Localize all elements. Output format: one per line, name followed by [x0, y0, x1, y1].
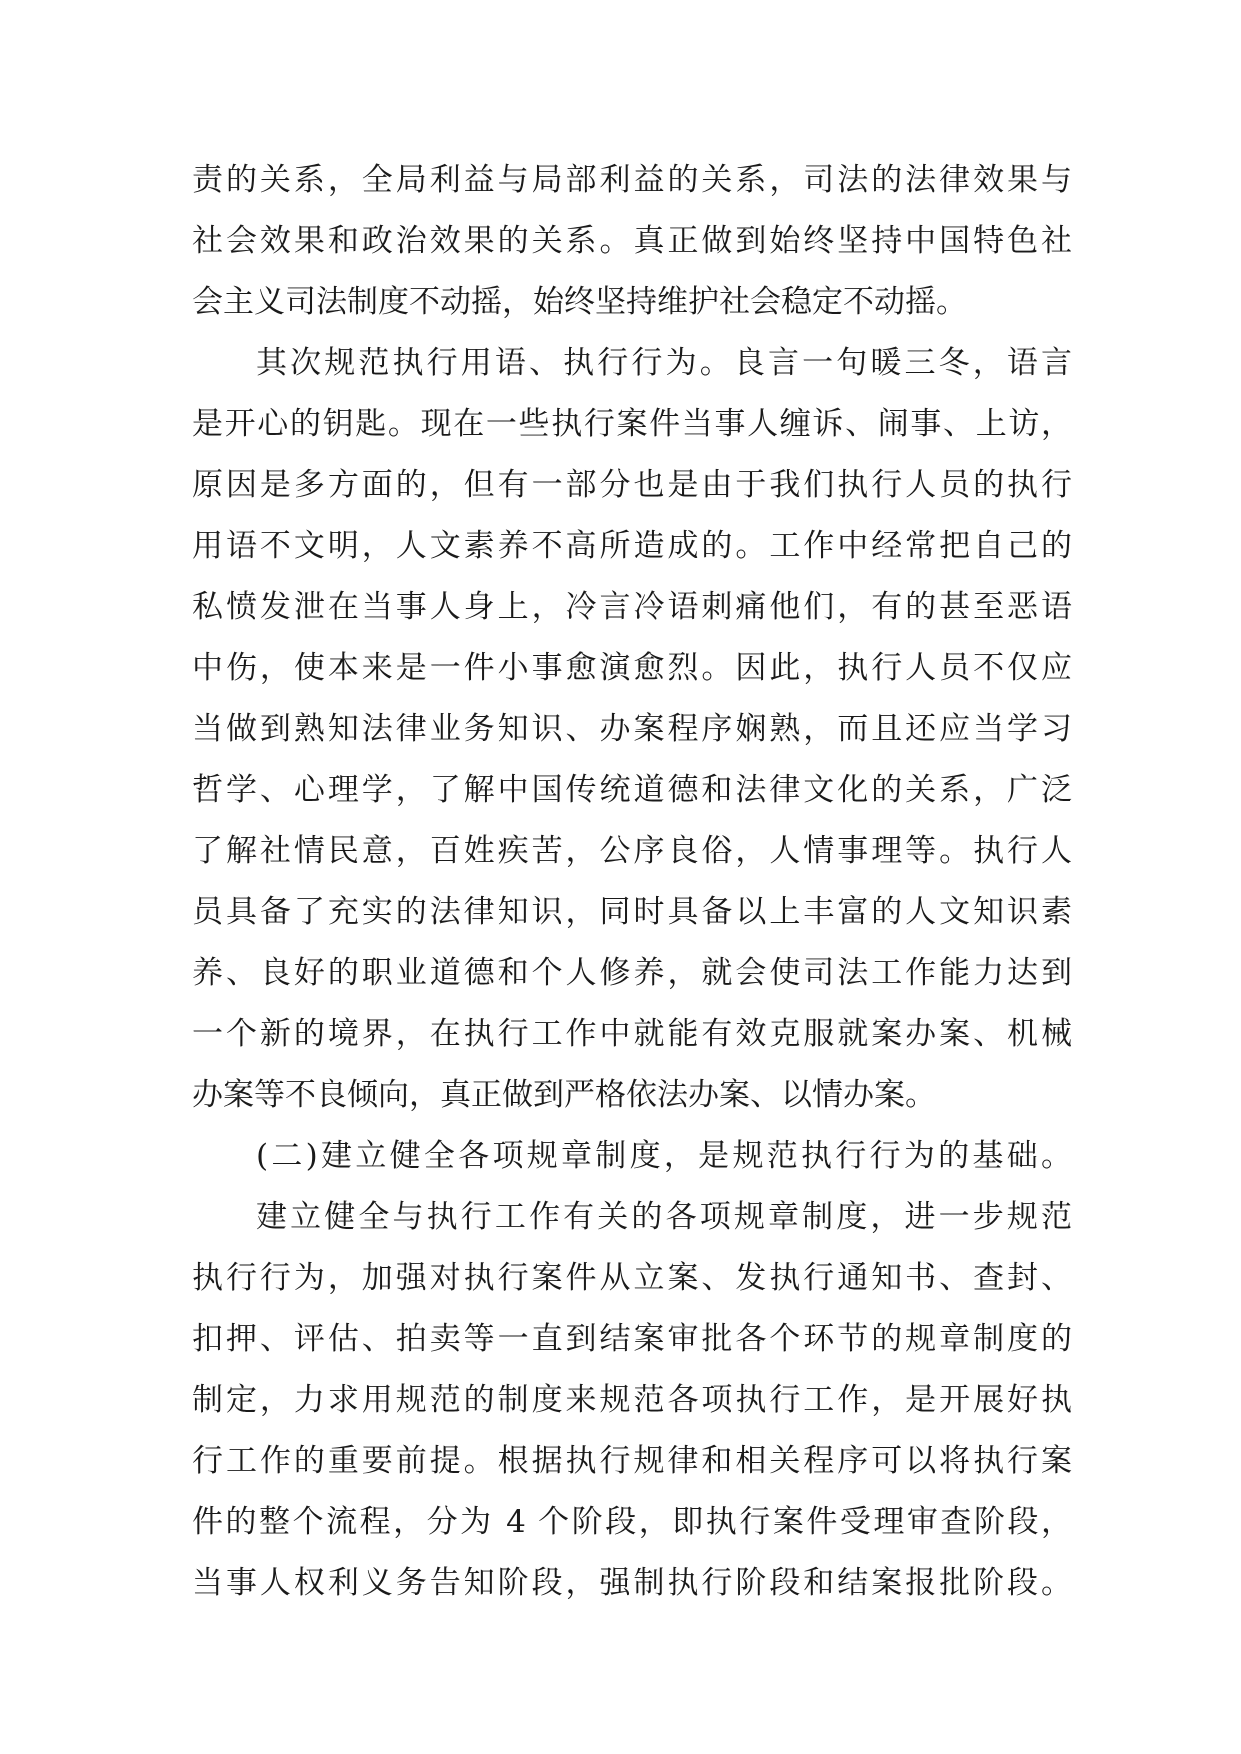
- text-line: 执行行为，加强对执行案件从立案、发执行通知书、查封、: [192, 1260, 1072, 1296]
- text-line: 用语不文明，人文素养不高所造成的。工作中经常把自己的: [192, 528, 1072, 564]
- text-line: 员具备了充实的法律知识，同时具备以上丰富的人文知识素: [192, 894, 1072, 930]
- body-text: [192, 150, 1072, 1614]
- text-line: 原因是多方面的，但有一部分也是由于我们执行人员的执行: [192, 467, 1072, 503]
- text-line: 办案等不良倾向，真正做到严格依法办案、以情办案。: [192, 1077, 936, 1113]
- text-line: 社会效果和政治效果的关系。真正做到始终坚持中国特色社: [192, 223, 1072, 259]
- text-line: 其次规范执行用语、执行行为。良言一句暖三冬，语言: [256, 345, 1072, 381]
- text-line: 是开心的钥匙。现在一些执行案件当事人缠诉、闹事、上访，: [192, 406, 1072, 442]
- text-line: 当做到熟知法律业务知识、办案程序娴熟，而且还应当学习: [192, 711, 1072, 747]
- text-line: 一个新的境界，在执行工作中就能有效克服就案办案、机械: [192, 1016, 1072, 1052]
- text-line: 扣押、评估、拍卖等一直到结案审批各个环节的规章制度的: [192, 1321, 1072, 1357]
- text-line: 件的整个流程，分为 4 个阶段，即执行案件受理审查阶段，: [192, 1504, 1072, 1540]
- text-line: 私愤发泄在当事人身上，冷言冷语刺痛他们，有的甚至恶语: [192, 589, 1072, 625]
- text-line: 当事人权利义务告知阶段，强制执行阶段和结案报批阶段。: [192, 1565, 1072, 1601]
- text-line: (二)建立健全各项规章制度，是规范执行行为的基础。: [256, 1138, 1072, 1174]
- text-line: 责的关系，全局利益与局部利益的关系，司法的法律效果与: [192, 162, 1072, 198]
- text-line: 制定，力求用规范的制度来规范各项执行工作，是开展好执: [192, 1382, 1072, 1418]
- text-line: 哲学、心理学，了解中国传统道德和法律文化的关系，广泛: [192, 772, 1072, 808]
- text-line: 中伤，使本来是一件小事愈演愈烈。因此，执行人员不仅应: [192, 650, 1072, 686]
- text-line: 了解社情民意，百姓疾苦，公序良俗，人情事理等。执行人: [192, 833, 1072, 869]
- text-line: 养、良好的职业道德和个人修养，就会使司法工作能力达到: [192, 955, 1072, 991]
- text-line: 会主义司法制度不动摇，始终坚持维护社会稳定不动摇。: [192, 284, 967, 320]
- text-line: 建立健全与执行工作有关的各项规章制度，进一步规范: [256, 1199, 1072, 1235]
- text-line: 行工作的重要前提。根据执行规律和相关程序可以将执行案: [192, 1443, 1072, 1479]
